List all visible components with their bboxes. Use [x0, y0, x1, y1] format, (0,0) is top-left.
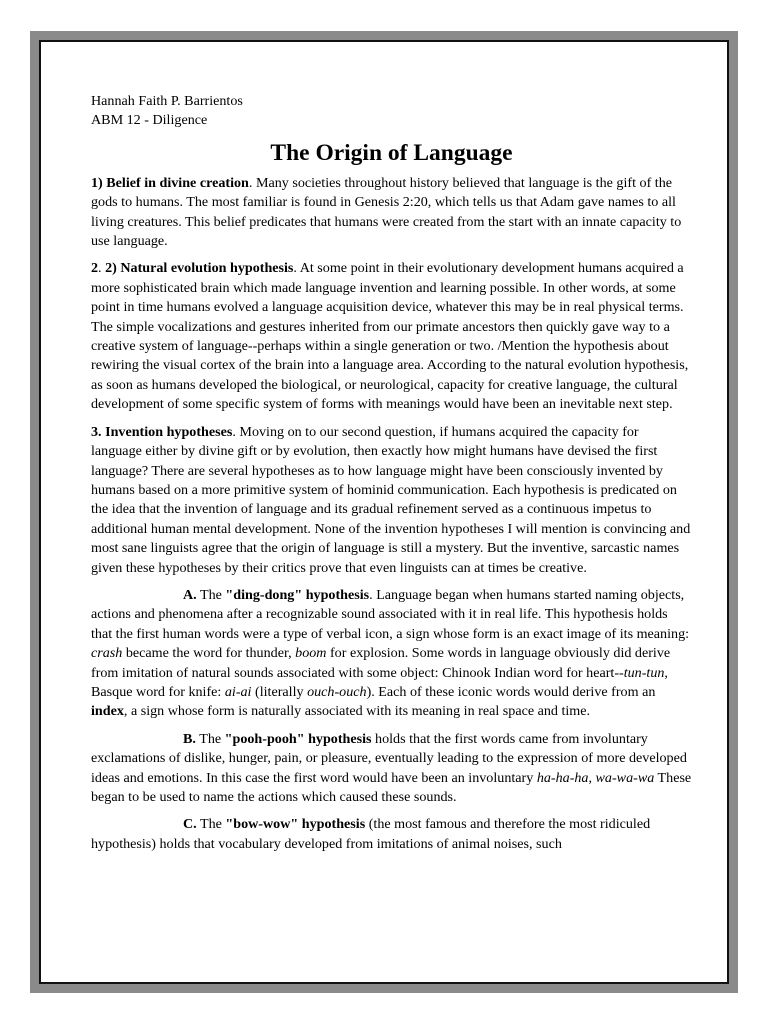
subsection-letter: B.	[183, 730, 196, 747]
paragraph-divine-creation: 1) Belief in divine creation. Many societies throughout history believed that language is the gift of the gods to humans. The most familiar is found in Genesis 2:20, which tells us that Adam gave names to all living creatures. This belief predicates that humans were created from the start with an innate capacity to use language.	[91, 174, 682, 250]
subsection-letter: C.	[183, 816, 197, 833]
subsection-letter: A.	[183, 586, 197, 603]
page-shadow	[30, 31, 738, 993]
section-number: 2	[91, 260, 99, 277]
heading-ding-dong: "ding-dong" hypothesis	[225, 586, 370, 603]
class-section: ABM 12 - Diligence	[91, 112, 208, 129]
paragraph-pooh-pooh: B. The "pooh-pooh" hypothesis holds that the first words came from involuntary exclamations of dislike, hunger, pain, or pleasure, eventually leading to the expression of more developed ideas and emotions. In this case the first word would have been an involuntary ha-ha-ha, wa-wa-wa These began to be used to name the actions which caused these sounds.	[91, 730, 692, 805]
author-name: Hannah Faith P. Barrientos	[91, 93, 243, 109]
heading-bow-wow: "bow-wow" hypothesis	[225, 816, 366, 833]
document-content	[91, 92, 692, 862]
paragraph-bow-wow: C. The "bow-wow" hypothesis (the most famous and therefore the most ridiculed hypothesis) holds that vocabulary developed from imitations of animal noises, such	[91, 816, 651, 852]
heading-invention: 3. Invention hypotheses	[91, 423, 233, 440]
paragraph-invention: 3. Invention hypotheses. Moving on to our second question, if humans acquired the capacity for language either by divine gift or by evolution, then exactly how might humans have devised the first language? There are several hypotheses as to how language might have been consciously invented by humans based on a more primitive system of hominid communication. Each hypothesis is predicated on the idea that the invention of language and its gradual refinement served as a continuous impetus to additional human mental development. None of the invention hypotheses I will mention is convincing and most sane linguists agree that the origin of language is still a mystery. But the inventive, sarcastic names given these hypotheses by their critics prove that even linguists can at times be creative.	[91, 423, 691, 576]
heading-divine-creation: 1) Belief in divine creation	[91, 174, 249, 191]
heading-pooh-pooh: "pooh-pooh" hypothesis	[224, 730, 372, 747]
document-title: The Origin of Language	[270, 139, 513, 166]
heading-natural-evolution: 2) Natural evolution hypothesis	[105, 260, 294, 277]
document-page	[39, 40, 729, 984]
paragraph-natural-evolution: 2. 2) Natural evolution hypothesis. At some point in their evolutionary development humans acquired a more sophisticated brain which made language invention and learning possible. In other words, at some point in time humans evolved a language acquisition device, whatever this may be in real physical terms. The simple vocalizations and gestures inherited from our primate ancestors then quickly gave way to a creative system of language--perhaps within a single generation or two. /Mention the hypothesis about rewiring the visual cortex of the brain into a language area. According to the natural evolution hypothesis, as soon as humans developed the biological, or neurological, capacity for creative language, the cultural development of some specific system of forms with meanings would have been an inevitable next step.	[91, 260, 689, 413]
paragraph-ding-dong: A. The "ding-dong" hypothesis. Language began when humans started naming objects, actions and phenomena after a recognizable sound associated with it in real life. This hypothesis holds that the first human words were a type of verbal icon, a sign whose form is an exact image of its meaning: crash became the word for thunder, boom for explosion. Some words in language obviously did derive from imitation of natural sounds associated with some object: Chinook Indian word for heart--tun-tun, Basque word for knife: ai-ai (literally ouch-ouch). Each of these iconic words would derive from an index, a sign whose form is naturally associated with its meaning in real space and time.	[91, 586, 690, 720]
